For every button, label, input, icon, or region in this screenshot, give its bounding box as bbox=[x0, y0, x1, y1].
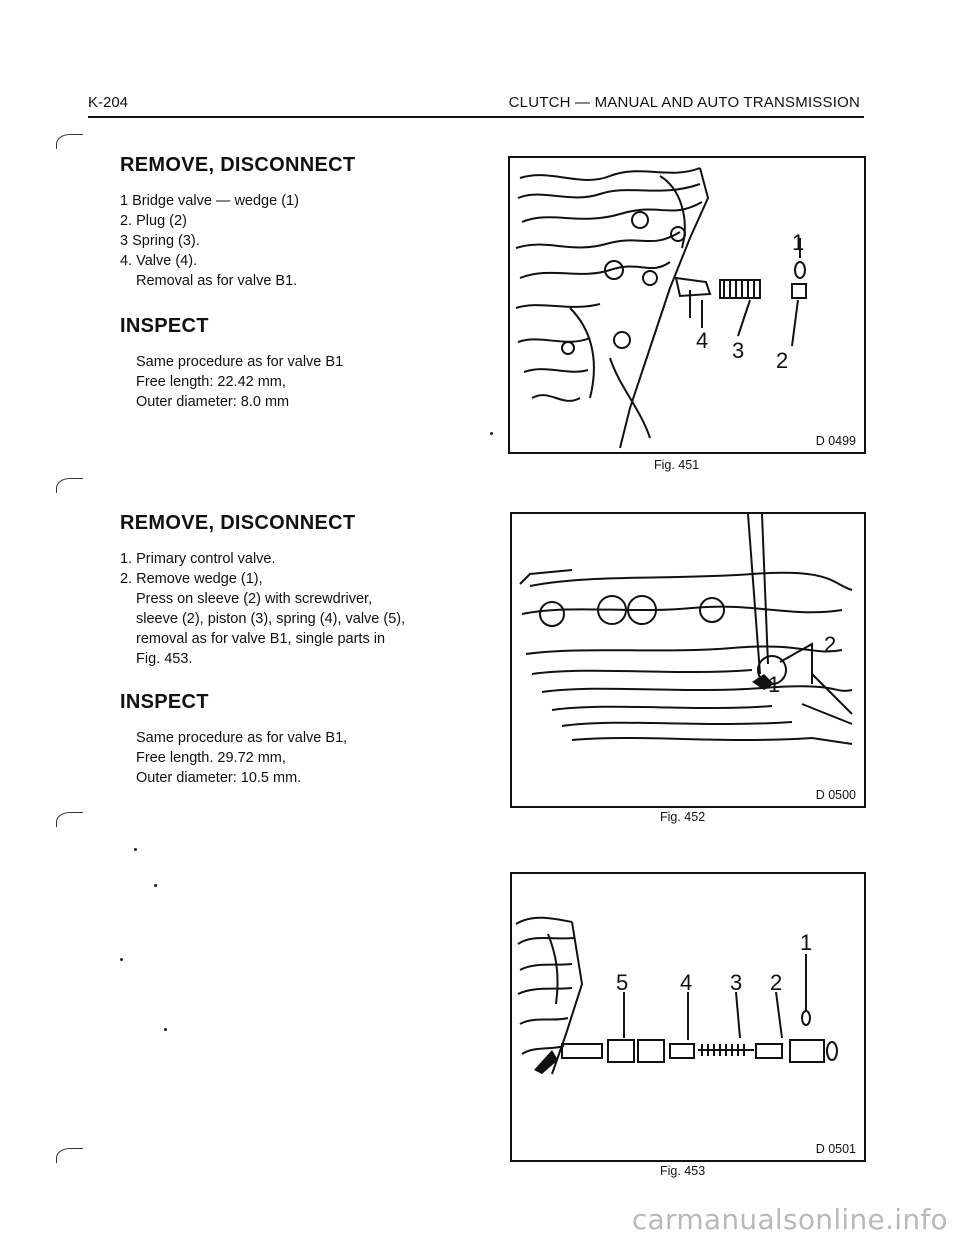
stray-dot bbox=[120, 958, 123, 961]
valve-parts-illustration bbox=[512, 874, 864, 1160]
inspect-heading: INSPECT bbox=[120, 691, 209, 713]
callout-label: 2 bbox=[776, 348, 789, 373]
watermark: carmanualsonline.info bbox=[631, 1203, 948, 1236]
stray-dot bbox=[154, 884, 157, 887]
callout-label: 4 bbox=[696, 328, 709, 353]
list-item: 2. Remove wedge (1), bbox=[120, 571, 263, 587]
stray-dot bbox=[134, 848, 137, 851]
callout-label: 1 bbox=[800, 930, 813, 955]
margin-mark bbox=[56, 134, 83, 149]
section-remove-bridge-valve bbox=[120, 154, 470, 412]
section-remove-primary-control-valve bbox=[120, 512, 470, 788]
list-item: 1. Primary control valve. bbox=[120, 551, 276, 567]
list-item: 2. Plug (2) bbox=[120, 213, 187, 229]
figure-caption: Fig. 452 bbox=[660, 810, 706, 824]
stray-dot bbox=[164, 1028, 167, 1031]
page-code: K-204 bbox=[88, 94, 129, 111]
inspect-line: Same procedure as for valve B1, bbox=[136, 730, 348, 746]
valve-body-illustration bbox=[510, 158, 864, 452]
inspect-line: Free length. 29.72 mm, bbox=[136, 750, 286, 766]
list-item: 4. Valve (4). bbox=[120, 253, 198, 269]
figure-452 bbox=[510, 512, 866, 808]
margin-mark bbox=[56, 1148, 83, 1163]
callout-label: 2 bbox=[824, 632, 837, 657]
section-heading: REMOVE, DISCONNECT bbox=[120, 154, 356, 176]
callout-label: 1 bbox=[768, 672, 781, 697]
inspect-line: Same procedure as for valve B1 bbox=[136, 354, 344, 370]
inspect-line: Outer diameter: 10.5 mm. bbox=[136, 770, 302, 786]
valve-body-illustration bbox=[512, 514, 864, 806]
list-item: 3 Spring (3). bbox=[120, 233, 200, 249]
callout-label: 4 bbox=[680, 970, 693, 995]
inspect-line: Free length: 22.42 mm, bbox=[136, 374, 286, 390]
inspect-line: Outer diameter: 8.0 mm bbox=[136, 394, 290, 410]
callout-label: 5 bbox=[616, 970, 629, 995]
detail-line: sleeve (2), piston (3), spring (4), valve (5), bbox=[136, 611, 406, 627]
callout-label: 3 bbox=[730, 970, 743, 995]
page-header-title: CLUTCH — MANUAL AND AUTO TRANSMISSION bbox=[508, 94, 860, 111]
figure-code: D 0499 bbox=[815, 434, 856, 448]
callout-label: 2 bbox=[770, 970, 783, 995]
figure-code: D 0501 bbox=[815, 1142, 856, 1156]
detail-line: Press on sleeve (2) with screwdriver, bbox=[136, 591, 373, 607]
stray-dot bbox=[490, 432, 493, 435]
margin-mark bbox=[56, 478, 83, 493]
detail-line: removal as for valve B1, single parts in bbox=[136, 631, 386, 647]
removal-note: Removal as for valve B1. bbox=[136, 273, 298, 289]
margin-mark bbox=[56, 812, 83, 827]
figure-451 bbox=[508, 156, 866, 454]
list-item: 1 Bridge valve — wedge (1) bbox=[120, 193, 299, 209]
figure-caption: Fig. 451 bbox=[654, 458, 700, 472]
detail-line: Fig. 453. bbox=[136, 651, 193, 667]
callout-label: 3 bbox=[732, 338, 745, 363]
figure-453 bbox=[510, 872, 866, 1162]
header-rule bbox=[88, 116, 864, 118]
figure-caption: Fig. 453 bbox=[660, 1164, 706, 1178]
figure-code: D 0500 bbox=[815, 788, 856, 802]
section-heading: REMOVE, DISCONNECT bbox=[120, 512, 356, 534]
inspect-heading: INSPECT bbox=[120, 315, 209, 337]
callout-label: 1 bbox=[792, 230, 805, 255]
